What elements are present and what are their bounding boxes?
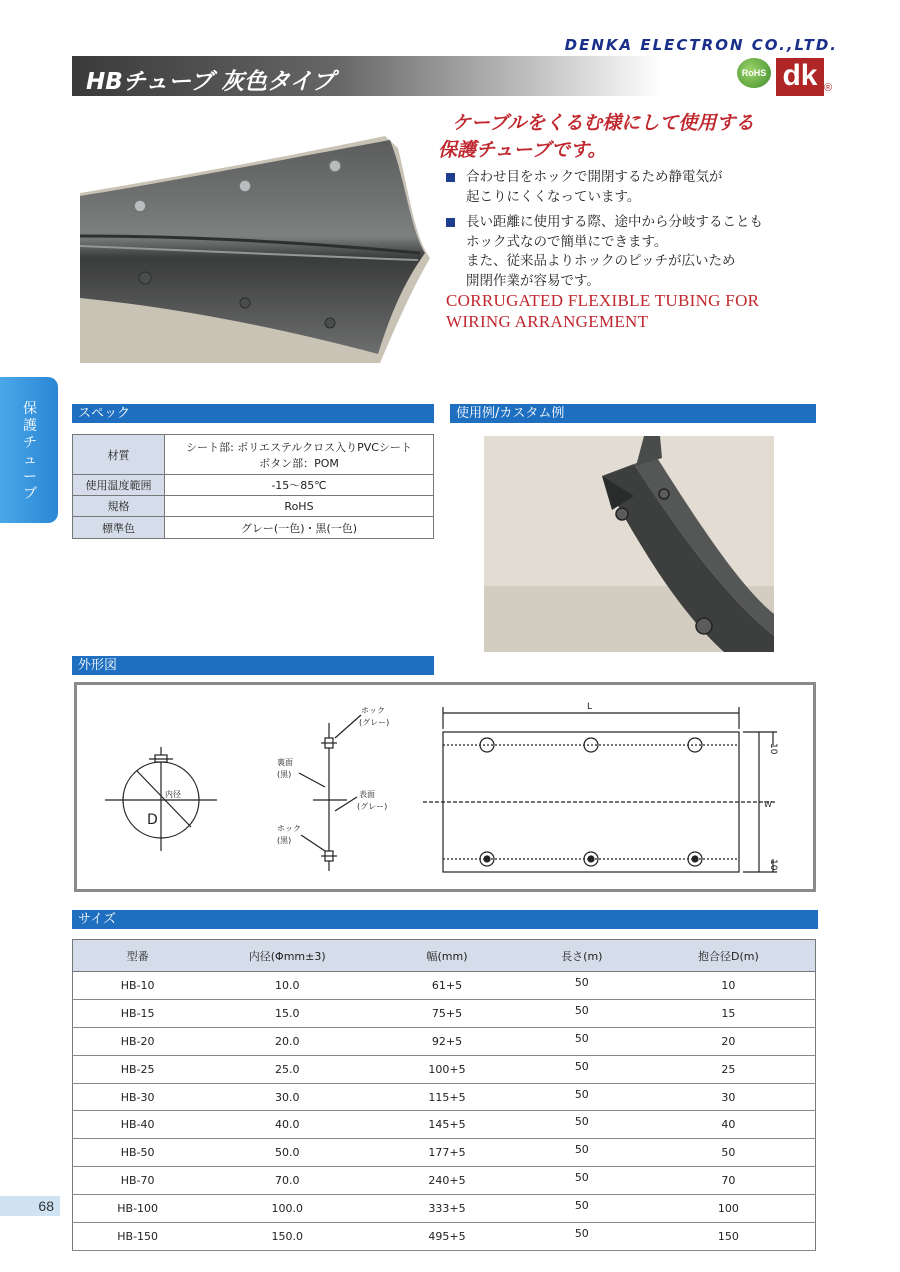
table-row bbox=[73, 999, 816, 1027]
table-cell: 70.0 bbox=[202, 1167, 372, 1195]
table-cell: 50 bbox=[522, 1055, 642, 1083]
table-cell: 50 bbox=[522, 1195, 642, 1223]
hook-black-label: ホック bbox=[277, 824, 301, 833]
usage-photo bbox=[484, 436, 774, 652]
flat-view bbox=[423, 707, 777, 872]
spec-value: -15～85℃ bbox=[165, 475, 434, 496]
spec-row bbox=[73, 475, 434, 496]
rohs-logo: RoHS bbox=[737, 58, 771, 88]
drawing-section-header: 外形図 bbox=[72, 656, 434, 675]
feature-text: ホック式なので簡単にできます。 bbox=[466, 233, 668, 250]
feature-list bbox=[446, 168, 763, 291]
brand-logo: dk bbox=[776, 58, 824, 96]
back-face-label: 裏面 bbox=[277, 758, 293, 767]
category-side-tab-label: 保護チューブ bbox=[23, 401, 37, 502]
column-header: 抱合径D(m) bbox=[642, 940, 816, 972]
feature-text: 合わせ目をホックで開閉するため静電気が bbox=[466, 169, 723, 185]
table-cell: 75+5 bbox=[372, 999, 522, 1027]
spec-key: 材質 bbox=[73, 435, 165, 475]
english-description bbox=[446, 290, 759, 332]
table-cell: 50 bbox=[642, 1139, 816, 1167]
table-cell: 50 bbox=[522, 999, 642, 1027]
table-cell: 15.0 bbox=[202, 999, 372, 1027]
spec-value-line: シート部: ポリエステルクロス入りPVCシート bbox=[186, 440, 412, 454]
table-cell: HB-150 bbox=[73, 1223, 203, 1251]
table-cell: 40 bbox=[642, 1111, 816, 1139]
table-cell: HB-20 bbox=[73, 1027, 203, 1055]
table-cell: 40.0 bbox=[202, 1111, 372, 1139]
table-cell: HB-15 bbox=[73, 999, 203, 1027]
spec-key: 使用温度範囲 bbox=[73, 475, 165, 496]
table-cell: HB-50 bbox=[73, 1139, 203, 1167]
table-cell: HB-30 bbox=[73, 1083, 203, 1111]
table-cell: 100 bbox=[642, 1195, 816, 1223]
table-cell: HB-10 bbox=[73, 972, 203, 1000]
feature-text: 長い距離に使用する際、途中から分岐することも bbox=[466, 214, 763, 230]
square-bullet-icon bbox=[446, 218, 455, 227]
usage-section-header: 使用例/カスタム例 bbox=[450, 404, 816, 423]
table-cell: 240+5 bbox=[372, 1167, 522, 1195]
table-cell: 145+5 bbox=[372, 1111, 522, 1139]
inner-diameter-label: 内径 bbox=[165, 790, 181, 799]
column-header: 長さ(m) bbox=[522, 940, 642, 972]
front-face-label: 表面 bbox=[359, 790, 375, 799]
table-cell: 50 bbox=[522, 1139, 642, 1167]
table-cell: 50 bbox=[522, 1167, 642, 1195]
side-view bbox=[299, 715, 361, 871]
table-cell: 333+5 bbox=[372, 1195, 522, 1223]
spec-key: 規格 bbox=[73, 496, 165, 517]
table-cell: 50 bbox=[522, 1111, 642, 1139]
spec-key: 標準色 bbox=[73, 517, 165, 539]
english-line-1: CORRUGATED FLEXIBLE TUBING FOR bbox=[446, 291, 760, 310]
sizes-section-header: サイズ bbox=[72, 910, 818, 929]
title-bar bbox=[72, 56, 828, 96]
table-row bbox=[73, 1027, 816, 1055]
table-cell: 50 bbox=[522, 1027, 642, 1055]
back-face-sub-label: (黒) bbox=[277, 770, 292, 779]
table-cell: 100.0 bbox=[202, 1195, 372, 1223]
table-cell: 70 bbox=[642, 1167, 816, 1195]
width-dimension-label: W bbox=[764, 800, 772, 809]
headline-line-2: 保護チューブです。 bbox=[438, 139, 607, 161]
registered-mark: ® bbox=[824, 82, 833, 94]
company-name: DENKA ELECTRON CO.,LTD. bbox=[564, 36, 838, 54]
table-cell: 15 bbox=[642, 999, 816, 1027]
table-cell: 10.0 bbox=[202, 972, 372, 1000]
hook-black-sub-label: (黒) bbox=[277, 836, 292, 845]
table-cell: 25.0 bbox=[202, 1055, 372, 1083]
square-bullet-icon bbox=[446, 173, 455, 182]
category-side-tab bbox=[0, 377, 58, 523]
column-header: 幅(mm) bbox=[372, 940, 522, 972]
spec-value: グレー(一色)・黒(一色) bbox=[165, 517, 434, 539]
feature-item bbox=[446, 168, 763, 207]
english-line-2: WIRING ARRANGEMENT bbox=[446, 312, 649, 331]
outline-drawing bbox=[74, 682, 816, 892]
table-cell: 177+5 bbox=[372, 1139, 522, 1167]
table-cell: 115+5 bbox=[372, 1083, 522, 1111]
table-cell: 50.0 bbox=[202, 1139, 372, 1167]
product-photo bbox=[80, 118, 430, 363]
page-title: HBチューブ 灰色タイプ bbox=[86, 69, 335, 95]
table-cell: 92+5 bbox=[372, 1027, 522, 1055]
table-row bbox=[73, 1111, 816, 1139]
table-cell: 61+5 bbox=[372, 972, 522, 1000]
table-cell: 20 bbox=[642, 1027, 816, 1055]
column-header: 内径(Φmm±3) bbox=[202, 940, 372, 972]
spec-value-line: ボタン部：POM bbox=[259, 456, 339, 470]
spec-table bbox=[72, 434, 434, 539]
table-row bbox=[73, 1139, 816, 1167]
spec-row bbox=[73, 517, 434, 539]
table-cell: 30.0 bbox=[202, 1083, 372, 1111]
table-cell: 50 bbox=[522, 972, 642, 1000]
table-row bbox=[73, 1083, 816, 1111]
feature-text: また、従来品よりホックのピッチが広いため bbox=[466, 253, 736, 269]
outline-drawing-svg bbox=[77, 685, 813, 889]
table-row bbox=[73, 1223, 816, 1251]
sizes-header-row bbox=[73, 940, 816, 972]
feature-text: 開閉作業が容易です。 bbox=[466, 272, 600, 289]
table-cell: 20.0 bbox=[202, 1027, 372, 1055]
table-cell: 25 bbox=[642, 1055, 816, 1083]
table-row bbox=[73, 1055, 816, 1083]
circle-diameter-label: D bbox=[147, 812, 158, 828]
spec-section-header: スペック bbox=[72, 404, 434, 423]
column-header: 型番 bbox=[73, 940, 203, 972]
hook-gray-sub-label: (グレー) bbox=[359, 718, 390, 727]
front-face-sub-label: (グレー) bbox=[357, 802, 388, 811]
headline-line-1: ケーブルをくるむ様にして使用する bbox=[452, 112, 755, 134]
table-cell: 150 bbox=[642, 1223, 816, 1251]
hook-gray-label: ホック bbox=[361, 706, 385, 715]
sizes-table-body bbox=[73, 972, 816, 1251]
table-cell: HB-100 bbox=[73, 1195, 203, 1223]
spec-row bbox=[73, 496, 434, 517]
spec-value: RoHS bbox=[165, 496, 434, 517]
table-cell: 50 bbox=[522, 1083, 642, 1111]
length-dimension-label: L bbox=[587, 702, 593, 712]
spec-row bbox=[73, 435, 434, 475]
table-cell: 150.0 bbox=[202, 1223, 372, 1251]
table-cell: HB-40 bbox=[73, 1111, 203, 1139]
edge-dim-bottom-label: 10 bbox=[768, 859, 778, 871]
table-cell: 10 bbox=[642, 972, 816, 1000]
table-cell: 30 bbox=[642, 1083, 816, 1111]
table-cell: 495+5 bbox=[372, 1223, 522, 1251]
table-cell: 50 bbox=[522, 1223, 642, 1251]
feature-text: 起こりにくくなっています。 bbox=[466, 188, 641, 205]
spec-value bbox=[165, 435, 434, 475]
table-row bbox=[73, 1195, 816, 1223]
table-row bbox=[73, 972, 816, 1000]
edge-dim-top-label: 10 bbox=[768, 743, 778, 755]
feature-item bbox=[446, 213, 763, 291]
table-cell: HB-25 bbox=[73, 1055, 203, 1083]
cross-section bbox=[105, 747, 217, 851]
table-cell: HB-70 bbox=[73, 1167, 203, 1195]
sizes-table bbox=[72, 939, 816, 1251]
table-row bbox=[73, 1167, 816, 1195]
headline bbox=[438, 110, 754, 164]
page-number: 68 bbox=[0, 1196, 60, 1216]
table-cell: 100+5 bbox=[372, 1055, 522, 1083]
